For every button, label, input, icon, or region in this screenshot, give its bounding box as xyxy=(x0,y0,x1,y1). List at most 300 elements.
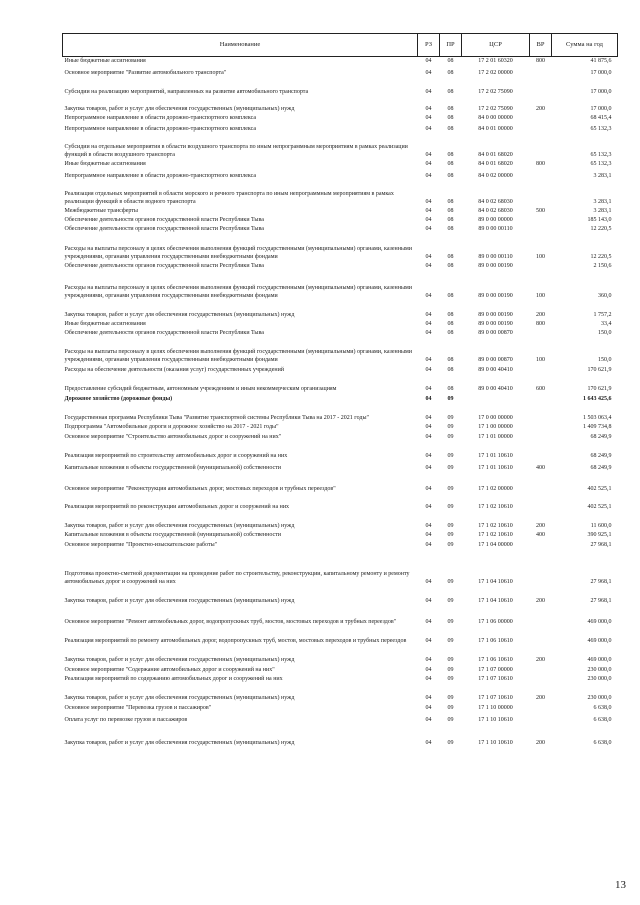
table-row xyxy=(63,181,618,207)
cell-csr: 89 0 00 00190 xyxy=(478,262,513,269)
table-row xyxy=(63,169,618,181)
cell-csr: 17 1 06 10610 xyxy=(478,656,513,663)
header-pr: ПР xyxy=(440,34,462,57)
cell-pr: 09 xyxy=(447,675,454,682)
cell-name: Подпрограмма "Автомобильные дороги и дорожное хозяйство на 2017 - 2021 годы" xyxy=(64,423,279,430)
table-row xyxy=(63,442,618,461)
cell-rz: 04 xyxy=(425,198,432,205)
cell-csr: 17 1 06 10610 xyxy=(478,637,513,644)
cell-csr: 17 1 02 10610 xyxy=(478,522,513,529)
cell-sum: 170 621,9 xyxy=(587,366,612,373)
cell-name: Реализация мероприятий по содержанию автомобильных дорог и сооружений на них xyxy=(64,675,283,682)
cell-rz: 04 xyxy=(425,320,432,327)
cell-pr: 08 xyxy=(447,151,454,158)
cell-rz: 04 xyxy=(425,151,432,158)
cell-csr: 17 1 02 10610 xyxy=(478,503,513,510)
cell-vr xyxy=(530,225,552,234)
cell-csr: 17 2 02 75090 xyxy=(478,105,513,112)
cell-sum: 230 000,0 xyxy=(587,694,612,701)
cell-sum: 360,0 xyxy=(598,292,612,299)
cell-sum: 65 132,3 xyxy=(590,151,612,158)
table-row xyxy=(63,216,618,225)
cell-name: Подготовка проектно-сметной документации на проведение работ по строительству, реконструкции, капитальному ремонту и ремонту автомобильных дорог и сооружений на них xyxy=(64,571,410,585)
cell-vr: 800 xyxy=(536,160,545,167)
cell-rz: 04 xyxy=(425,637,432,644)
cell-vr: 200 xyxy=(536,311,545,318)
cell-csr: 17 1 07 10610 xyxy=(478,694,513,701)
cell-rz: 04 xyxy=(425,385,432,392)
cell-vr: 200 xyxy=(536,105,545,112)
cell-csr: 17 1 10 10610 xyxy=(478,739,513,746)
table-row xyxy=(63,494,618,512)
cell-vr xyxy=(530,66,552,78)
table-body xyxy=(63,57,618,748)
cell-csr: 17 1 07 00000 xyxy=(478,666,513,673)
cell-csr: 17 1 01 00000 xyxy=(478,433,513,440)
cell-sum: 41 875,6 xyxy=(590,57,612,64)
cell-vr xyxy=(530,123,552,134)
table-row xyxy=(63,675,618,684)
cell-sum: 230 000,0 xyxy=(587,675,612,682)
header-sum: Сумма на год xyxy=(552,34,618,57)
table-row xyxy=(63,301,618,320)
cell-vr xyxy=(530,606,552,627)
cell-csr: 89 0 00 00870 xyxy=(478,356,513,363)
cell-pr: 09 xyxy=(447,637,454,644)
cell-name: Реализация мероприятий по ремонту автомобильных дорог, водопропускных труб, мостов, мостовых переходов и трубных переездов xyxy=(64,637,407,644)
cell-csr: 84 0 02 00000 xyxy=(478,172,513,179)
cell-vr: 100 xyxy=(536,292,545,299)
cell-vr: 600 xyxy=(536,385,545,392)
cell-vr: 200 xyxy=(536,694,545,701)
cell-csr: 89 0 00 40410 xyxy=(478,366,513,373)
cell-name: Основное мероприятие "Развитие автомобильного транспорта" xyxy=(64,69,227,76)
cell-vr xyxy=(530,181,552,207)
cell-rz: 04 xyxy=(425,172,432,179)
cell-vr: 100 xyxy=(536,356,545,363)
cell-csr: 89 0 00 40410 xyxy=(478,385,513,392)
cell-name: Основное мероприятие "Перевозка грузов и пассажиров" xyxy=(64,704,212,711)
cell-pr: 09 xyxy=(447,464,454,471)
cell-name: Расходы на выплаты персоналу в целях обеспечения выполнения функций государственными (муниципальными) органами, казенными учреждениями, органами управления государственными внебюджетными фондами xyxy=(64,349,412,363)
cell-rz: 04 xyxy=(425,414,432,421)
cell-csr: 84 0 02 68030 xyxy=(478,198,513,205)
cell-pr: 08 xyxy=(447,57,454,64)
table-row xyxy=(63,66,618,78)
cell-csr: 17 1 00 00000 xyxy=(478,423,513,430)
cell-rz: 04 xyxy=(425,578,432,585)
cell-rz: 04 xyxy=(425,423,432,430)
cell-sum: 12 220,5 xyxy=(590,225,612,232)
cell-rz: 04 xyxy=(425,433,432,440)
cell-vr xyxy=(530,404,552,423)
cell-vr xyxy=(530,78,552,97)
cell-sum: 3 283,1 xyxy=(593,198,612,205)
cell-sum: 33,4 xyxy=(601,320,612,327)
cell-rz: 04 xyxy=(425,216,432,223)
cell-pr: 09 xyxy=(447,414,454,421)
table-row xyxy=(63,587,618,606)
cell-sum: 27 968,1 xyxy=(590,541,612,548)
cell-rz: 04 xyxy=(425,160,432,167)
cell-name: Иные бюджетные ассигнования xyxy=(64,320,146,327)
cell-pr: 09 xyxy=(447,433,454,440)
cell-rz: 04 xyxy=(425,395,432,402)
cell-rz: 04 xyxy=(425,329,432,336)
cell-pr: 09 xyxy=(447,597,454,604)
cell-name: Закупка товаров, работ и услуг для обеспечения государственных (муниципальных) нужд xyxy=(64,656,295,663)
cell-vr: 400 xyxy=(536,531,545,538)
table-row xyxy=(63,627,618,646)
cell-csr: 17 1 10 00000 xyxy=(478,704,513,711)
cell-pr: 09 xyxy=(447,423,454,430)
table-row xyxy=(63,531,618,540)
cell-sum: 469 000,0 xyxy=(587,637,612,644)
table-row xyxy=(63,684,618,703)
cell-rz: 04 xyxy=(425,464,432,471)
cell-rz: 04 xyxy=(425,311,432,318)
table-row xyxy=(63,123,618,134)
cell-rz: 04 xyxy=(425,597,432,604)
cell-rz: 04 xyxy=(425,541,432,548)
cell-csr: 17 2 02 75090 xyxy=(478,88,513,95)
cell-rz: 04 xyxy=(425,485,432,492)
cell-sum: 3 283,1 xyxy=(593,207,612,214)
cell-pr: 08 xyxy=(447,262,454,269)
cell-vr xyxy=(530,494,552,512)
cell-vr xyxy=(530,713,552,725)
cell-name: Закупка товаров, работ и услуг для обеспечения государственных (муниципальных) нужд xyxy=(64,522,295,529)
cell-name: Государственная программа Республики Тыва "Развитие транспортной системы Республики Тыва на 2017 - 2021 годы" xyxy=(64,414,369,421)
cell-rz: 04 xyxy=(425,739,432,746)
cell-pr: 08 xyxy=(447,356,454,363)
cell-vr xyxy=(530,262,552,271)
cell-sum: 65 132,3 xyxy=(590,125,612,132)
cell-csr: 17 1 02 00000 xyxy=(478,485,513,492)
table-row xyxy=(63,375,618,394)
cell-sum: 469 000,0 xyxy=(587,656,612,663)
cell-name: Непрограммное направление в области дорожно-транспортного комплекса xyxy=(64,172,257,179)
table-row xyxy=(63,461,618,473)
cell-vr xyxy=(530,473,552,494)
cell-vr xyxy=(530,665,552,675)
cell-name: Реализация мероприятий по реконструкции автомобильных дорог и сооружений на них xyxy=(64,503,290,510)
budget-sheet xyxy=(62,33,617,748)
cell-rz: 04 xyxy=(425,675,432,682)
cell-vr xyxy=(530,675,552,684)
cell-vr xyxy=(530,169,552,181)
cell-sum: 170 621,9 xyxy=(587,385,612,392)
cell-vr xyxy=(530,394,552,404)
cell-sum: 3 283,1 xyxy=(593,172,612,179)
cell-name: Иные бюджетные ассигнования xyxy=(64,57,146,64)
table-row xyxy=(63,713,618,725)
header-name: Наименование xyxy=(63,34,418,57)
cell-name: Закупка товаров, работ и услуг для обеспечения государственных (муниципальных) нужд xyxy=(64,105,295,112)
cell-sum: 1 643 425,6 xyxy=(583,395,612,402)
cell-name: Основное мероприятие "Реконструкция автомобильных дорог, мостовых переходов и трубных переездов" xyxy=(64,485,336,492)
page-number: 13 xyxy=(615,879,626,891)
cell-vr: 400 xyxy=(536,464,545,471)
cell-pr: 08 xyxy=(447,253,454,260)
cell-pr: 09 xyxy=(447,531,454,538)
cell-name: Оплата услуг по перевозке грузов и пассажиров xyxy=(64,716,188,723)
cell-name: Расходы на выплаты персоналу в целях обеспечения выполнения функций государственными (муниципальными) органами, казенными учреждениями, органами управления государственными внебюджетными фондами xyxy=(64,285,412,299)
cell-pr: 08 xyxy=(447,105,454,112)
cell-vr xyxy=(530,365,552,375)
cell-csr: 89 0 00 00110 xyxy=(478,253,513,260)
cell-pr: 08 xyxy=(447,292,454,299)
cell-rz: 04 xyxy=(425,531,432,538)
table-row xyxy=(63,134,618,160)
cell-name: Закупка товаров, работ и услуг для обеспечения государственных (муниципальных) нужд xyxy=(64,739,295,746)
cell-rz: 04 xyxy=(425,704,432,711)
cell-csr: 17 1 04 10610 xyxy=(478,578,513,585)
table-row xyxy=(63,512,618,531)
cell-pr: 09 xyxy=(447,578,454,585)
cell-sum: 402 525,1 xyxy=(587,485,612,492)
cell-csr: 89 0 00 00000 xyxy=(478,216,513,223)
cell-rz: 04 xyxy=(425,694,432,701)
table-row xyxy=(63,606,618,627)
cell-sum: 6 638,0 xyxy=(593,739,612,746)
cell-pr: 09 xyxy=(447,522,454,529)
cell-name: Обеспечение деятельности органов государственной власти Республики Тыва xyxy=(64,225,264,232)
cell-csr: 89 0 00 00190 xyxy=(478,292,513,299)
cell-sum: 27 968,1 xyxy=(590,597,612,604)
cell-vr: 200 xyxy=(536,739,545,746)
header-vr: ВР xyxy=(530,34,552,57)
cell-pr: 08 xyxy=(447,311,454,318)
cell-rz: 04 xyxy=(425,125,432,132)
cell-csr: 89 0 00 00870 xyxy=(478,329,513,336)
cell-sum: 65 132,3 xyxy=(590,160,612,167)
budget-table xyxy=(62,33,618,748)
cell-pr: 09 xyxy=(447,704,454,711)
cell-sum: 68 415,4 xyxy=(590,114,612,121)
cell-pr: 08 xyxy=(447,320,454,327)
cell-pr: 08 xyxy=(447,172,454,179)
table-row xyxy=(63,473,618,494)
cell-csr: 17 0 00 00000 xyxy=(478,414,513,421)
cell-sum: 6 638,0 xyxy=(593,716,612,723)
cell-pr: 09 xyxy=(447,618,454,625)
table-row xyxy=(63,271,618,301)
table-row xyxy=(63,423,618,432)
cell-vr xyxy=(530,540,552,550)
cell-csr: 89 0 00 00110 xyxy=(478,225,513,232)
cell-sum: 17 000,0 xyxy=(590,105,612,112)
cell-vr xyxy=(530,423,552,432)
table-row xyxy=(63,550,618,587)
cell-vr: 200 xyxy=(536,656,545,663)
cell-pr: 08 xyxy=(447,88,454,95)
cell-csr: 89 0 00 00190 xyxy=(478,311,513,318)
cell-name: Субсидии на отдельные мероприятия в области воздушного транспорта по иным непрограммным мероприятиям в рамках реализации функций в области воздушного транспорта xyxy=(64,144,408,158)
cell-csr: 84 0 02 68030 xyxy=(478,207,513,214)
table-row xyxy=(63,540,618,550)
cell-name: Непрограммное направление в области дорожно-транспортного комплекса xyxy=(64,125,257,132)
header-csr: ЦСР xyxy=(462,34,530,57)
cell-rz: 04 xyxy=(425,452,432,459)
cell-csr: 17 1 04 10610 xyxy=(478,597,513,604)
cell-sum: 68 249,9 xyxy=(590,452,612,459)
table-row xyxy=(63,97,618,114)
cell-name: Капитальные вложения в объекты государственной (муниципальной) собственности xyxy=(64,531,281,538)
cell-sum: 185 143,0 xyxy=(587,216,612,223)
table-row xyxy=(63,329,618,338)
cell-name: Обеспечение деятельности органов государственной власти Республики Тыва xyxy=(64,329,264,336)
table-row xyxy=(63,160,618,169)
cell-csr: 89 0 00 00190 xyxy=(478,320,513,327)
cell-rz: 04 xyxy=(425,105,432,112)
cell-csr: 17 1 01 10610 xyxy=(478,452,513,459)
cell-rz: 04 xyxy=(425,207,432,214)
cell-sum: 2 150,6 xyxy=(593,262,612,269)
table-header-row xyxy=(63,34,618,57)
cell-sum: 68 249,9 xyxy=(590,433,612,440)
table-row xyxy=(63,432,618,442)
cell-pr: 09 xyxy=(447,666,454,673)
cell-sum: 390 925,1 xyxy=(587,531,612,538)
table-row xyxy=(63,225,618,234)
cell-rz: 04 xyxy=(425,262,432,269)
cell-rz: 04 xyxy=(425,57,432,64)
cell-csr: 17 1 06 00000 xyxy=(478,618,513,625)
cell-rz: 04 xyxy=(425,253,432,260)
table-row xyxy=(63,262,618,271)
cell-pr: 08 xyxy=(447,216,454,223)
cell-sum: 12 220,5 xyxy=(590,253,612,260)
cell-name: Капитальные вложения в объекты государственной (муниципальной) собственности xyxy=(64,464,281,471)
cell-csr: 17 1 02 10610 xyxy=(478,531,513,538)
cell-vr: 800 xyxy=(536,57,545,64)
cell-pr: 09 xyxy=(447,739,454,746)
table-row xyxy=(63,365,618,375)
cell-csr: 84 0 01 68020 xyxy=(478,160,513,167)
cell-vr xyxy=(530,627,552,646)
cell-pr: 09 xyxy=(447,485,454,492)
cell-sum: 17 000,0 xyxy=(590,88,612,95)
cell-vr: 800 xyxy=(536,320,545,327)
cell-csr: 17 2 02 00000 xyxy=(478,69,513,76)
table-row xyxy=(63,207,618,216)
cell-rz: 04 xyxy=(425,503,432,510)
cell-vr xyxy=(530,329,552,338)
cell-rz: 04 xyxy=(425,618,432,625)
cell-pr: 08 xyxy=(447,385,454,392)
cell-pr: 09 xyxy=(447,452,454,459)
cell-vr: 200 xyxy=(536,522,545,529)
cell-sum: 150,0 xyxy=(598,356,612,363)
cell-csr: 17 2 01 60320 xyxy=(478,57,513,64)
cell-rz: 04 xyxy=(425,225,432,232)
cell-pr: 08 xyxy=(447,198,454,205)
cell-vr: 200 xyxy=(536,597,545,604)
cell-csr: 84 0 01 00000 xyxy=(478,125,513,132)
cell-name: Реализация мероприятий по строительству автомобильных дорог и сооружений на них xyxy=(64,452,288,459)
cell-rz: 04 xyxy=(425,716,432,723)
cell-name: Основное мероприятие "Ремонт автомобильных дорог, водопропускных труб, мостов, мостовых переходов и трубных переездов" xyxy=(64,618,397,625)
cell-rz: 04 xyxy=(425,666,432,673)
cell-name: Предоставление субсидий бюджетным, автономным учреждениям и иным некоммерческим организациям xyxy=(64,385,337,392)
table-row xyxy=(63,57,618,66)
table-row xyxy=(63,646,618,665)
cell-csr: 84 0 00 00000 xyxy=(478,114,513,121)
cell-pr: 08 xyxy=(447,366,454,373)
cell-rz: 04 xyxy=(425,522,432,529)
cell-rz: 04 xyxy=(425,366,432,373)
table-row xyxy=(63,725,618,748)
cell-vr: 500 xyxy=(536,207,545,214)
cell-name: Обеспечение деятельности органов государственной власти Республики Тыва xyxy=(64,216,264,223)
cell-sum: 150,0 xyxy=(598,329,612,336)
cell-vr xyxy=(530,442,552,461)
cell-pr: 08 xyxy=(447,69,454,76)
table-row xyxy=(63,703,618,713)
cell-pr: 08 xyxy=(447,207,454,214)
cell-pr: 08 xyxy=(447,329,454,336)
cell-sum: 469 000,0 xyxy=(587,618,612,625)
cell-sum: 27 968,1 xyxy=(590,578,612,585)
cell-pr: 09 xyxy=(447,656,454,663)
cell-rz: 04 xyxy=(425,88,432,95)
cell-rz: 04 xyxy=(425,114,432,121)
cell-vr xyxy=(530,114,552,123)
cell-rz: 04 xyxy=(425,356,432,363)
cell-name: Непрограммное направление в области дорожно-транспортного комплекса xyxy=(64,114,257,121)
cell-sum: 230 000,0 xyxy=(587,666,612,673)
cell-pr: 08 xyxy=(447,114,454,121)
cell-sum: 11 600,0 xyxy=(590,522,612,529)
cell-pr: 09 xyxy=(447,541,454,548)
cell-csr: 17 1 01 10610 xyxy=(478,464,513,471)
cell-pr: 09 xyxy=(447,694,454,701)
cell-pr: 09 xyxy=(447,395,454,402)
cell-name: Межбюджетные трансферты xyxy=(64,207,138,214)
table-row xyxy=(63,114,618,123)
table-row xyxy=(63,665,618,675)
cell-pr: 08 xyxy=(447,125,454,132)
table-row xyxy=(63,404,618,423)
cell-pr: 09 xyxy=(447,716,454,723)
cell-csr xyxy=(462,394,530,404)
cell-name: Дорожное хозяйство (дорожные фонды) xyxy=(64,395,173,402)
cell-name: Основное мероприятие "Строительство автомобильных дорог и сооружений на них" xyxy=(64,433,282,440)
cell-rz: 04 xyxy=(425,292,432,299)
cell-name: Иные бюджетные ассигнования xyxy=(64,160,146,167)
cell-rz: 04 xyxy=(425,69,432,76)
cell-sum: 1 409 734,8 xyxy=(583,423,612,430)
cell-pr: 08 xyxy=(447,225,454,232)
cell-name: Основное мероприятие "Проектно-изыскательские работы" xyxy=(64,541,218,548)
cell-vr xyxy=(530,703,552,713)
table-row xyxy=(63,394,618,404)
cell-name: Расходы на обеспечение деятельности (оказания услуг) государственных учреждений xyxy=(64,366,285,373)
cell-name: Обеспечение деятельности органов государственной власти Республики Тыва xyxy=(64,262,264,269)
table-row xyxy=(63,78,618,97)
cell-name: Закупка товаров, работ и услуг для обеспечения государственных (муниципальных) нужд xyxy=(64,311,295,318)
cell-csr: 17 1 10 10610 xyxy=(478,716,513,723)
cell-vr xyxy=(530,216,552,225)
cell-pr: 09 xyxy=(447,503,454,510)
cell-sum: 68 249,9 xyxy=(590,464,612,471)
cell-name: Основное мероприятие "Содержание автомобильных дорог и сооружений на них" xyxy=(64,666,275,673)
cell-csr: 84 0 01 68020 xyxy=(478,151,513,158)
cell-sum: 6 638,0 xyxy=(593,704,612,711)
table-row xyxy=(63,234,618,262)
cell-rz: 04 xyxy=(425,656,432,663)
